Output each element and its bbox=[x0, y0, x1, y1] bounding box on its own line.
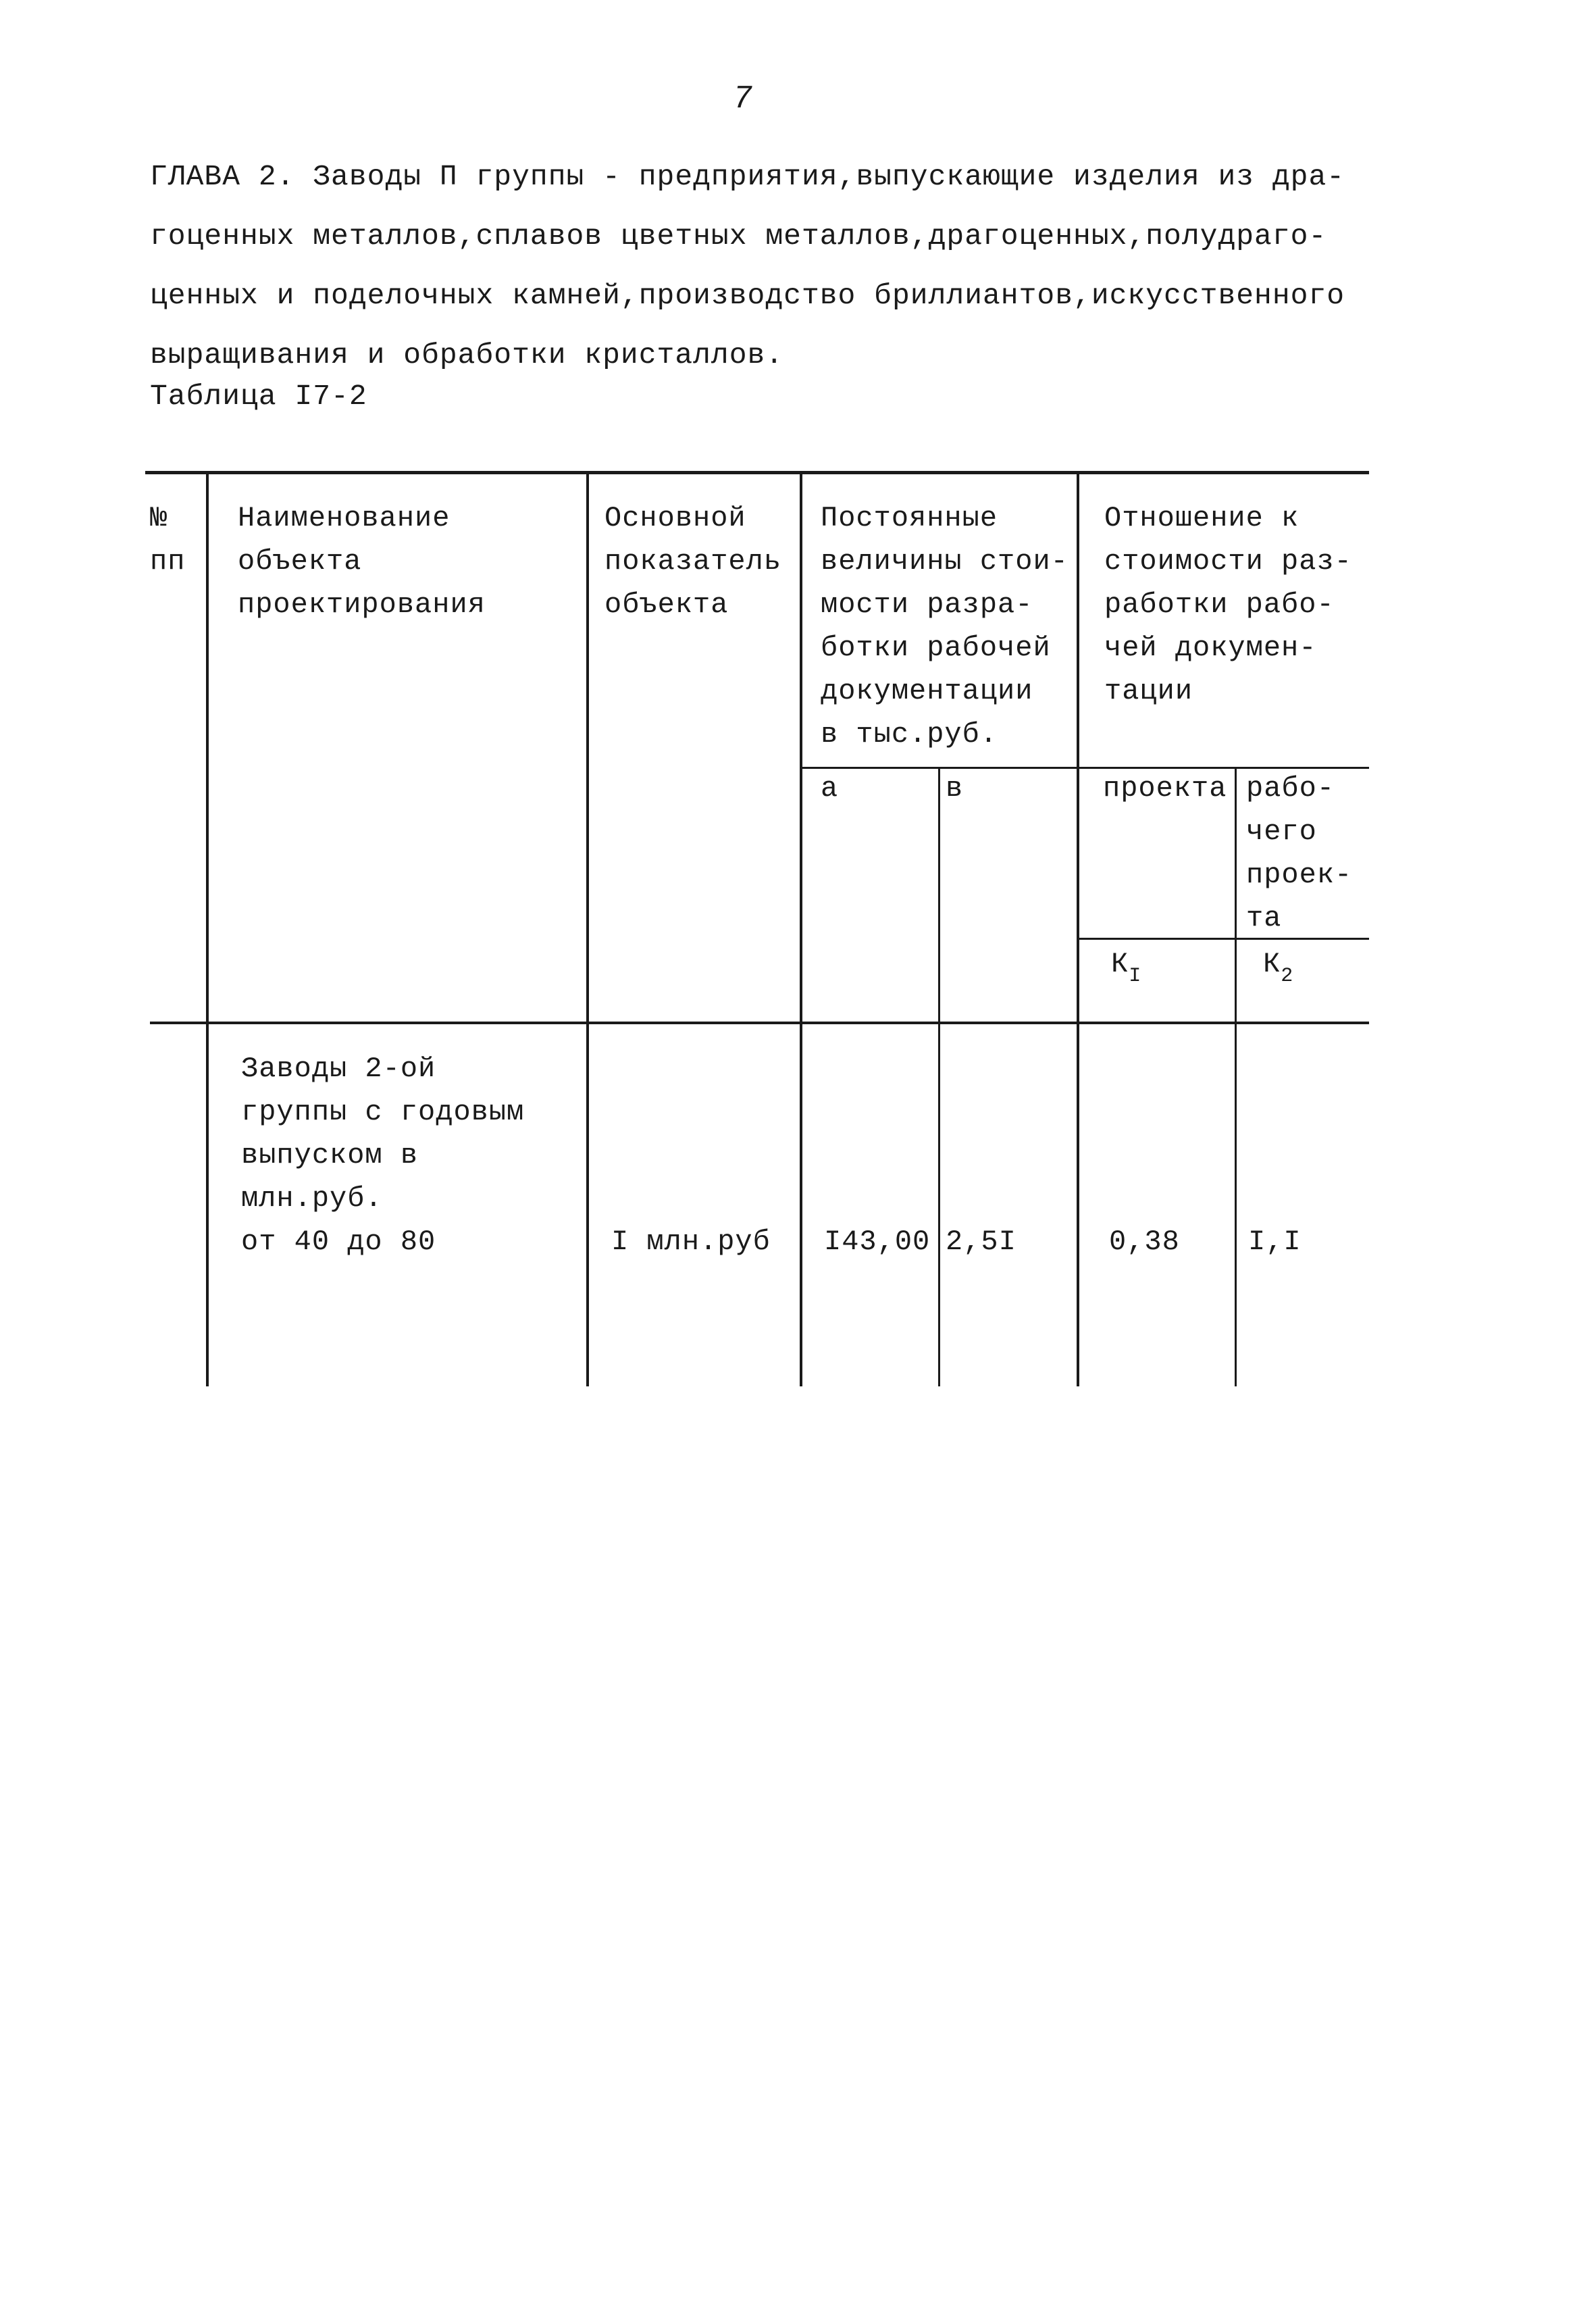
col-rule bbox=[586, 471, 589, 1386]
heading-line: ГЛАВА 2. Заводы П группы - предприятия,выпускающие изделия из дра- bbox=[150, 160, 1345, 193]
table-top-border bbox=[145, 471, 1369, 474]
header-col-a: а bbox=[821, 772, 839, 805]
header-ratio: Отношение к стоимости раз- работки рабо- чей докумен- тации bbox=[1104, 502, 1352, 707]
col-rule bbox=[1235, 767, 1237, 1386]
table-label: Таблица I7-2 bbox=[150, 380, 367, 413]
header-working-project: рабо- чего проек- та bbox=[1246, 772, 1353, 934]
row-k1: 0,38 bbox=[1109, 1226, 1180, 1258]
header-bottom-border bbox=[150, 1022, 1369, 1024]
col-rule bbox=[1077, 471, 1079, 1386]
col-rule bbox=[938, 767, 940, 1386]
heading-line: гоценных металлов,сплавов цветных металлов,драгоценных,полудраго- bbox=[150, 220, 1327, 253]
header-constants: Постоянные величины стои- мости разра- ботки рабочей документации в тыс.руб. bbox=[821, 502, 1069, 751]
chapter-heading bbox=[150, 147, 1366, 385]
header-num: № пп bbox=[150, 502, 186, 578]
page-number: 7 bbox=[733, 81, 752, 118]
header-col-b: в bbox=[946, 772, 964, 805]
k2-letter: К bbox=[1263, 948, 1281, 980]
heading-line: ценных и поделочных камней,производство бриллиантов,искусственного bbox=[150, 279, 1345, 312]
header-name: Наименование объекта проектирования bbox=[238, 502, 486, 621]
row-a: I43,00 bbox=[824, 1226, 931, 1258]
k1-subscript: I bbox=[1129, 965, 1142, 988]
header-indicator: Основной показатель объекта bbox=[604, 502, 782, 621]
k2-subscript: 2 bbox=[1281, 965, 1294, 988]
heading-line: выращивания и обработки кристаллов. bbox=[150, 338, 784, 372]
row-name: Заводы 2-ой группы с годовым выпуском в млн.руб. от 40 до 80 bbox=[241, 1053, 525, 1258]
row-k2: I,I bbox=[1248, 1226, 1302, 1258]
k1-letter: К bbox=[1111, 948, 1129, 980]
row-indicator: I млн.руб bbox=[611, 1226, 771, 1258]
col-rule bbox=[800, 471, 802, 1386]
header-project: проекта bbox=[1103, 772, 1227, 805]
col-rule bbox=[206, 471, 209, 1386]
row-b: 2,5I bbox=[946, 1226, 1016, 1258]
header-k2 bbox=[1263, 942, 1293, 988]
header-k1 bbox=[1111, 942, 1141, 988]
